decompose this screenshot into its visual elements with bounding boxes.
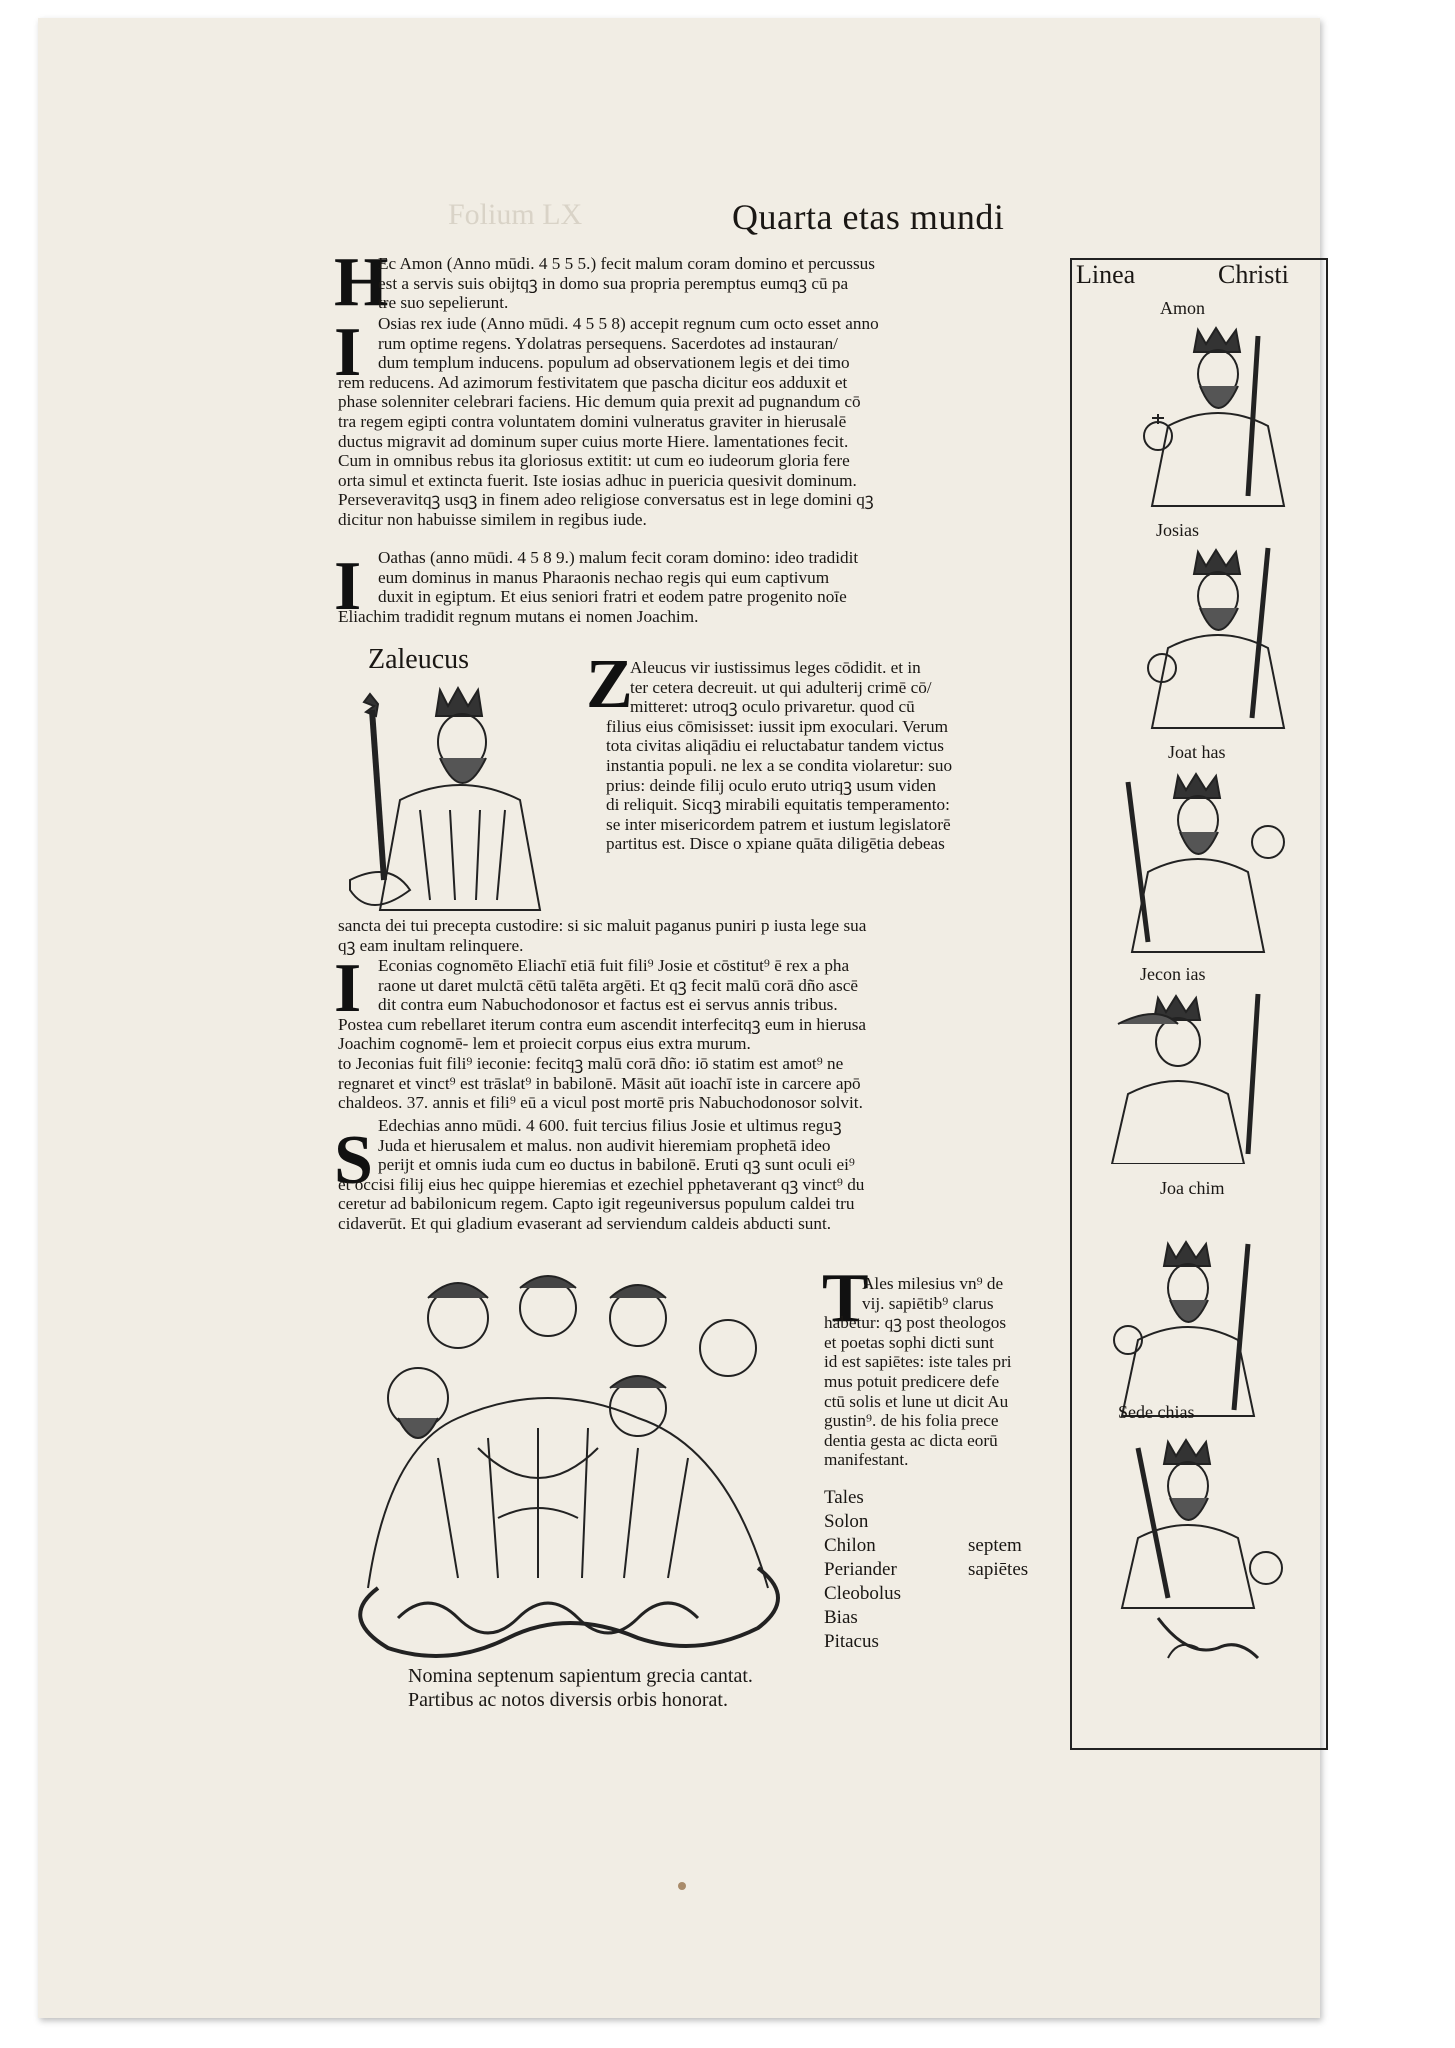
text-line: phase solenniter celebrari faciens. Hic demum quia prexit ad pugnandum cō (338, 392, 861, 412)
initial-letter: I (334, 950, 362, 1027)
column-title-right: Christi (1218, 260, 1289, 289)
sage-name: Periander (824, 1559, 897, 1580)
text-line: prius: deinde filij oculo eruto utriqꝫ usum viden (606, 775, 937, 795)
text-line: di reliquit. Sicqꝫ mirabili equitatis temperamento: (606, 795, 950, 815)
text-line: Osias rex iude (Anno mūdi. 4 5 5 8) accepit regnum cum octo esset anno (378, 314, 879, 333)
text-line: mus potuit predicere defe (824, 1371, 1000, 1391)
text-line: rem reducens. Ad azimorum festivitatem que pascha dicitur eos adduxit et (338, 372, 848, 392)
text-line: Postea cum rebellaret iterum contra eum ascendit interfecitqꝫ eum in hierusa (338, 1014, 867, 1034)
text-line: id est sapiētes: iste tales pri (824, 1352, 1012, 1372)
seven-sages-woodcut (338, 1258, 808, 1668)
text-line: Eliachim tradidit regnum mutans ei nomen Joachim. (338, 606, 699, 626)
text-line: cidaverūt. Et qui gladium evaserant ad serviendum caldeis abducti sunt. (338, 1213, 832, 1233)
paragraph-josias (338, 314, 1042, 530)
text-line: Econias cognomēto Eliachī etiā fuit fili⁹ Josie et cōstitut⁹ ē rex a pha (378, 956, 850, 975)
king-label-joathas: Joat has (1168, 742, 1226, 762)
text-line: ductus migravit ad dominum super cuius morte Hiere. lamentationes fecit. (338, 431, 849, 451)
sages-list (824, 1486, 901, 1654)
sage-name: Bias (824, 1607, 858, 1628)
text-line: ceretur ad babilonicum regem. Capto igit regeuniversus populum caldei tru (338, 1194, 855, 1214)
text-line: qꝫ eam inultam relinquere. (338, 935, 524, 955)
text-line: se inter misericordem patrem et iustum legislatorē (606, 814, 951, 834)
sages-label (968, 1534, 1028, 1582)
paragraph-thales (824, 1274, 1056, 1470)
initial-letter: Z (586, 646, 633, 723)
text-line: est a servis suis obijtqꝫ in domo sua propria peremptus eumqꝫ cū pa (378, 273, 849, 293)
text-line: to Jeconias fuit fili⁹ ieconie: fecitqꝫ malū corā dño: iō statim est amot⁹ ne (338, 1053, 844, 1073)
king-woodcut-sedechias (1098, 1428, 1298, 1678)
text-line: Oathas (anno mūdi. 4 5 8 9.) malum fecit coram domino: ideo tradidit (378, 548, 859, 567)
paragraph-jeconias (338, 956, 1042, 1113)
paragraph-zaleucus (606, 658, 1040, 854)
initial-letter: T (822, 1260, 869, 1337)
text-line: gustin⁹. de his folia prece (824, 1411, 999, 1431)
text-line: dit contra eum Nabuchodonosor et factus est ei servus annis tribus. (378, 995, 838, 1015)
text-line: raone ut daret mulctā cētū talēta argēti. Et qꝫ fecit malū corā dño ascē (378, 975, 858, 995)
text-line: Aleucus vir iustissimus leges cōdidit. et in (630, 658, 921, 677)
text-line: et poetas sophi dicti sunt (824, 1332, 994, 1352)
paragraph-sedechias (338, 1116, 1042, 1234)
sages-label-line: sapiētes (968, 1559, 1029, 1580)
text-line: regnaret et vinct⁹ est trāslat⁹ in babilonē. Māsit aūt ioachī iste in carcere apō (338, 1073, 861, 1093)
paragraph-joathas (338, 548, 1042, 626)
text-line: dicitur non habuisse similem in regibus iude. (338, 509, 647, 529)
text-line: perijt et omnis iuda cum eo ductus in babilonē. Eruti qꝫ sunt oculi ei⁹ (378, 1155, 855, 1175)
text-line: tre suo sepelierunt. (378, 293, 509, 313)
verse-line: Partibus ac notos diversis orbis honorat. (408, 1689, 728, 1711)
king-label-joachim: Joa chim (1160, 1178, 1225, 1198)
sages-label-line: septem (968, 1535, 1022, 1556)
text-line: vij. sapiētib⁹ clarus (862, 1293, 994, 1313)
text-line: chaldeos. 37. annis et fili⁹ eū a vicul post mortē pris Nabuchodonosor solvit. (338, 1093, 863, 1113)
text-line: Edechias anno mūdi. 4 600. fuit tercius filius Josie et ultimus reguꝫ (378, 1116, 842, 1135)
text-line: manifestant. (824, 1450, 909, 1470)
sage-name: Solon (824, 1511, 869, 1532)
paragraph-amon (378, 254, 1038, 313)
text-line: sancta dei tui precepta custodire: si sic maluit paganus puniri p iusta lege sua (338, 916, 867, 935)
king-label-jeconias: Jecon ias (1140, 964, 1206, 984)
sage-name: Cleobolus (824, 1583, 902, 1604)
initial-letter: S (334, 1122, 373, 1199)
page-header: Quarta etas mundi (732, 197, 1005, 237)
text-line: Ec Amon (Anno mūdi. 4 5 5 5.) fecit malum coram domino et percussus (378, 254, 875, 273)
text-line: tota civitas aliqādiu ei reluctabatur tandem victus (606, 736, 944, 756)
text-line: habetur: qꝫ post theologos (824, 1313, 1007, 1333)
initial-letter: I (334, 314, 362, 391)
king-label-josias: Josias (1156, 520, 1200, 540)
show-through-header: Folium LX (448, 198, 583, 231)
text-line: tra regem egipti contra voluntatem domini vulneratus graviter in hierusalē (338, 411, 847, 431)
text-line: Cum in omnibus rebus ita gloriosus extitit: ut cum eo iudeorum gloria fere (338, 451, 850, 471)
text-line: Perseveravitqꝫ usqꝫ in finem adeo religiose conversatus est in lege domini qꝫ (338, 490, 874, 510)
text-line: eum dominus in manus Pharaonis nechao regis qui eum captivum (378, 567, 830, 587)
text-line: mitteret: utroqꝫ oculo privaretur. quod cū (630, 697, 915, 717)
text-line: Joachim cognomē- lem et proiecit corpus eius extra murum. (338, 1034, 751, 1054)
paper-sheet (38, 18, 1320, 2018)
sage-name: Tales (824, 1487, 864, 1508)
text-line: dentia gesta ac dicta eorū (824, 1430, 998, 1450)
text-line: Juda et hierusalem et malus. non audivit hieremiam prophetā ideo (378, 1135, 831, 1155)
text-line: partitus est. Disce o xpiane quāta diligētia debeas (606, 834, 945, 854)
sage-name: Chilon (824, 1535, 876, 1556)
king-woodcut-josias (1128, 538, 1318, 738)
king-woodcut-jeconias (1098, 984, 1298, 1164)
text-line: ter cetera decreuit. ut qui adulterij crimē cō/ (630, 677, 932, 697)
king-woodcut-joachim (1098, 1230, 1298, 1420)
text-line: et occisi filij eius hec quippe hieremias et ezechiel pphetaverant qꝫ vinct⁹ du (338, 1174, 865, 1194)
text-line: instantia populi. ne lex a se condita violaretur: suo (606, 755, 953, 775)
zaleucus-woodcut (340, 680, 574, 920)
king-woodcut-joathas (1098, 762, 1298, 962)
closing-verse (408, 1664, 753, 1712)
text-line: ctū solis et lune ut dicit Au (824, 1391, 1009, 1411)
text-line: orta simul et extincta fuerit. Iste iosias adhuc in puericia quesivit dominum. (338, 470, 857, 490)
text-line: rum optime regens. Ydolatras persequens. Sacerdotes ad instauran/ (378, 333, 838, 353)
king-label-amon: Amon (1160, 298, 1205, 318)
paragraph-zaleucus-end (338, 916, 1042, 955)
text-line: dum templum inducens. populum ad observationem legis et dei timo (378, 353, 850, 373)
sage-name: Pitacus (824, 1631, 879, 1652)
column-title-left: Linea (1076, 260, 1136, 289)
king-woodcut-amon (1128, 316, 1318, 516)
initial-letter: I (334, 548, 362, 625)
zaleucus-caption: Zaleucus (368, 644, 470, 675)
text-line: duxit in egiptum. Et eius seniori fratri et eodem patre progenito noīe (378, 587, 847, 607)
text-line: Ales milesius vn⁹ de (862, 1274, 1004, 1293)
paper-stain (678, 1882, 686, 1890)
text-line: filius eius cōmisisset: iussit ipm exoculari. Verum (606, 716, 948, 736)
verse-line: Nomina septenum sapientum grecia cantat. (408, 1665, 753, 1687)
initial-letter: H (334, 244, 389, 321)
king-label-sedechias: Sede chias (1118, 1402, 1195, 1422)
